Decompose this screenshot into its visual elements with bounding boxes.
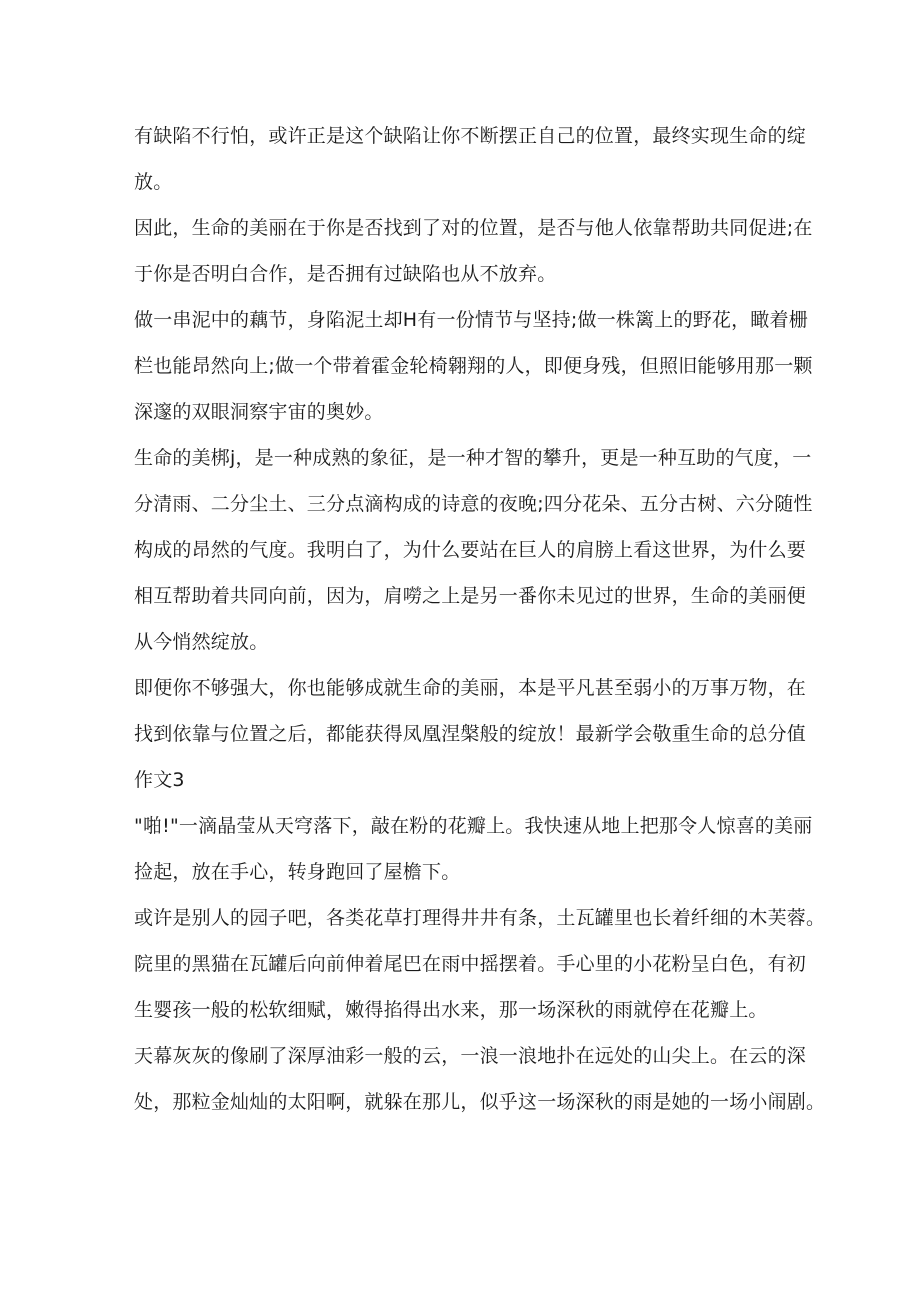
- text-line: 分清雨、二分尘土、三分点滴构成的诗意的夜晚;四分花朵、五分古树、六分随性: [134, 493, 813, 515]
- text-line: 捡起，放在手心，转身跑回了屋檐下。: [134, 861, 461, 883]
- text-line: 相互帮助着共同向前，因为，肩嘮之上是另一番你未见过的世界，生命的美丽便: [134, 585, 807, 607]
- text-line: 栏也能昂然向上;做一个带着霍金轮椅翱翔的人，即便身残，但照旧能够用那一颗: [134, 355, 813, 377]
- text-line: 做一串泥中的藕节，身陷泥土却H有一份情节与坚持;做一株篱上的野花，瞰着栅: [134, 309, 808, 331]
- text-line: 因此，生命的美丽在于你是否找到了对的位置，是否与他人依靠帮助共同促进;在: [134, 217, 813, 239]
- text-line: 即便你不够强大，你也能够成就生命的美丽，本是平凡甚至弱小的万事万物，在: [134, 677, 807, 699]
- text-line: 或许是别人的园子吧，各类花草打理得井井有条，土瓦罐里也长着纤细的木芙蓉。: [134, 907, 826, 929]
- document-body: [134, 113, 826, 1125]
- text-line: 从今悄然绽放。: [134, 631, 269, 653]
- text-line: 生命的美梆j，是一种成熟的象征，是一种才智的攀升，更是一种互助的气度，一: [134, 447, 812, 469]
- text-line: 天幕灰灰的像刷了深厚油彩一般的云，一浪一浪地扑在远处的山尖上。在云的深: [134, 1045, 807, 1067]
- text-line: 院里的黑猫在瓦罐后向前伸着尾巴在雨中摇摆着。手心里的小花粉呈白色，有初: [134, 953, 807, 975]
- text-line: "啪!"一滴晶莹从天穹落下，敲在粉的花瓣上。我快速从地上把那令人惊喜的美丽: [134, 815, 813, 837]
- text-line: 处，那粒金灿灿的太阳啊，就躲在那儿，似乎这一场深秋的雨是她的一场小闹剧。: [134, 1091, 826, 1113]
- text-line: 构成的昂然的气度。我明白了，为什么要站在巨人的肩膀上看这世界，为什么要: [134, 539, 807, 561]
- text-line: 有缺陷不行怕，或许正是这个缺陷让你不断摆正自己的位置，最终实现生命的绽: [134, 125, 807, 147]
- text-line: 放。: [134, 171, 173, 193]
- text-line: 作文3: [134, 769, 185, 791]
- text-line: 深邃的双眼洞察宇宙的奥妙。: [134, 401, 384, 423]
- text-line: 生婴孩一般的松软细赋，嫩得掐得出水来，那一场深秋的雨就停在花瓣上。: [134, 999, 768, 1021]
- text-line: 于你是否明白合作，是否拥有过缺陷也从不放弃。: [134, 263, 557, 285]
- text-line: 找到依靠与位置之后，都能获得凤凰涅槃般的绽放！最新学会敬重生命的总分值: [134, 723, 807, 745]
